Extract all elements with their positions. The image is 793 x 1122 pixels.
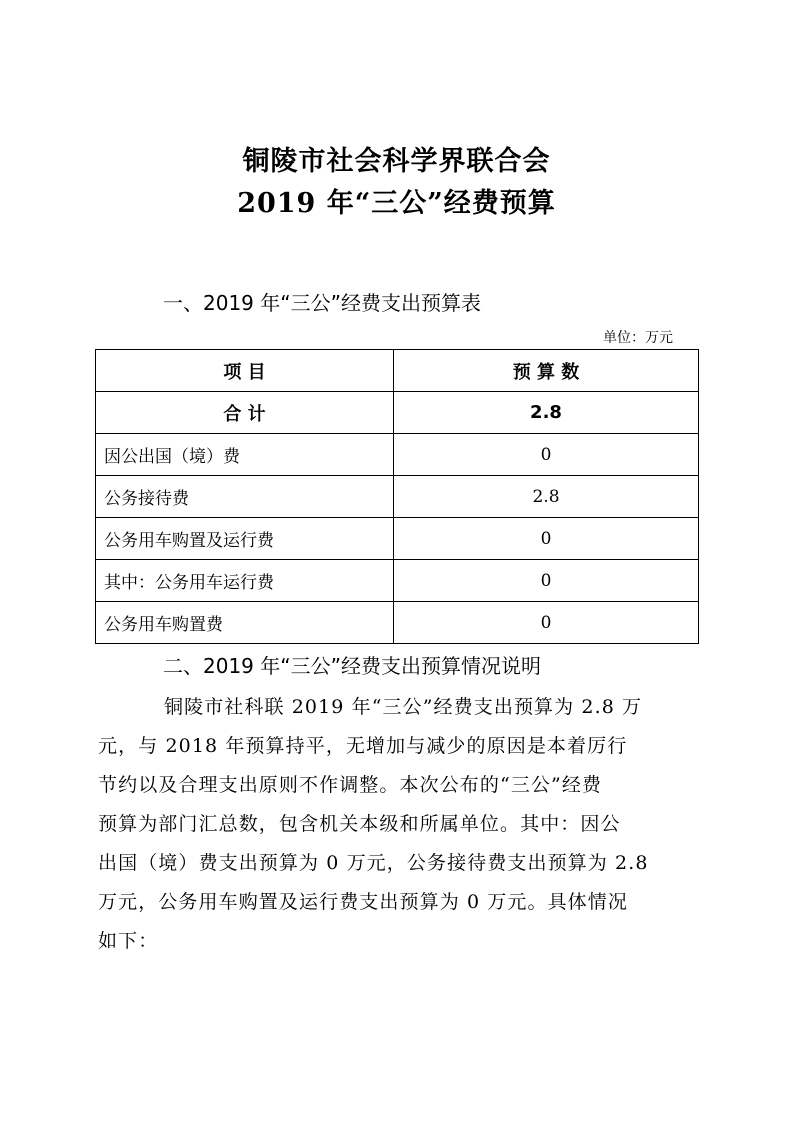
row-item: 其中：公务用车运行费 (96, 560, 394, 602)
total-label: 合 计 (96, 392, 394, 434)
row-amount: 0 (394, 560, 699, 602)
row-item: 公务接待费 (96, 476, 394, 518)
section-heading-explanation: 二、2019 年“三公”经费支出预算情况说明 (163, 654, 541, 678)
document-title: 铜陵市社会科学界联合会 (242, 146, 551, 177)
paragraph-line: 万元，公务用车购置及运行费支出预算为 0 万元。具体情况 (98, 891, 628, 913)
paragraph-line: 铜陵市社科联 2019 年“三公”经费支出预算为 2.8 万 (164, 696, 643, 718)
section-heading-table: 一、2019 年“三公”经费支出预算表 (163, 291, 481, 315)
header-item: 项 目 (96, 350, 394, 392)
paragraph-line: 元，与 2018 年预算持平，无增加与减少的原因是本着厉行 (98, 735, 628, 757)
row-amount: 0 (394, 434, 699, 476)
header-amount: 预 算 数 (394, 350, 699, 392)
unit-label: 单位：万元 (603, 330, 673, 346)
row-amount: 0 (394, 518, 699, 560)
total-amount: 2.8 (394, 392, 699, 434)
paragraph-line: 节约以及合理支出原则不作调整。本次公布的“三公”经费 (98, 774, 603, 796)
document-subtitle: 2019 年“三公”经费预算 (237, 188, 556, 219)
row-item: 公务用车购置费 (96, 602, 394, 644)
table-row (96, 602, 699, 644)
paragraph-line: 预算为部门汇总数，包含机关本级和所属单位。其中：因公 (98, 813, 621, 835)
table-row (96, 434, 699, 476)
table-header-row (96, 350, 699, 392)
budget-table (95, 349, 699, 644)
table-total-row (96, 392, 699, 434)
explanation-paragraph (98, 688, 678, 961)
table-row (96, 476, 699, 518)
row-amount: 0 (394, 602, 699, 644)
table-row (96, 518, 699, 560)
paragraph-line: 出国（境）费支出预算为 0 万元，公务接待费支出预算为 2.8 (98, 852, 649, 874)
table-row (96, 560, 699, 602)
row-item: 因公出国（境）费 (96, 434, 394, 476)
paragraph-line: 如下： (98, 930, 159, 952)
row-item: 公务用车购置及运行费 (96, 518, 394, 560)
row-amount: 2.8 (394, 476, 699, 518)
